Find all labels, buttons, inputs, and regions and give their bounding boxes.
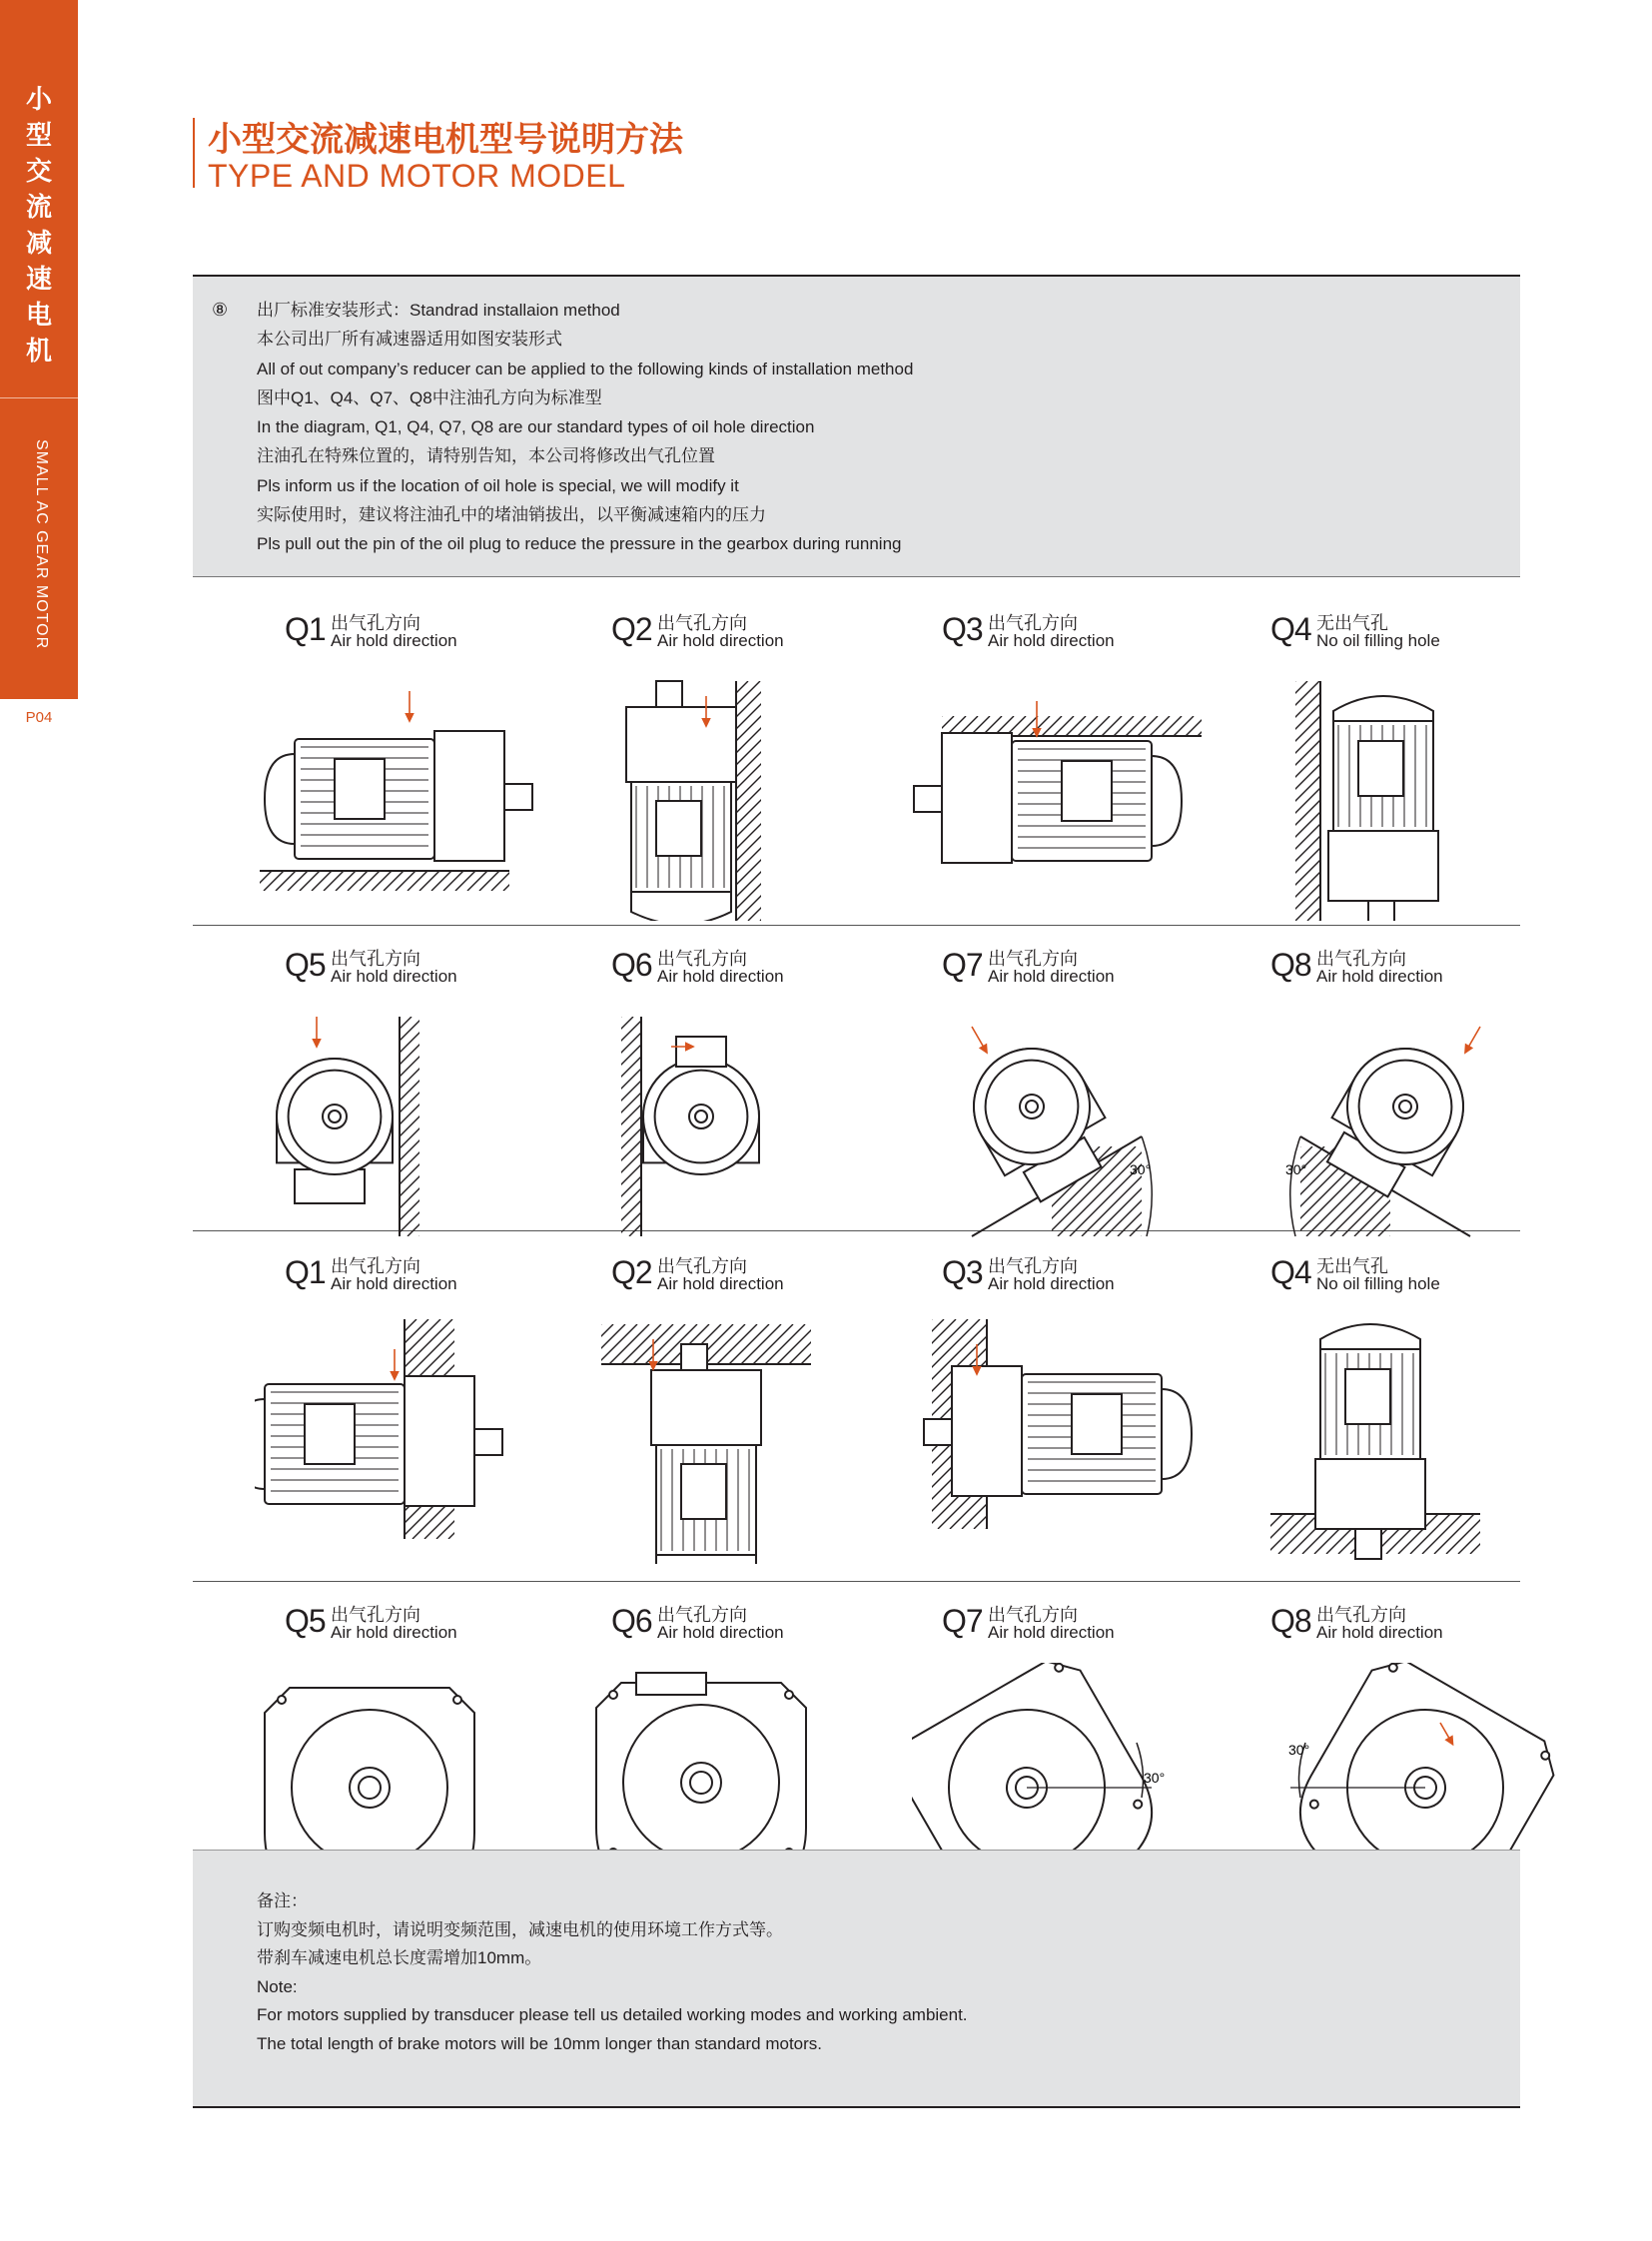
direction-label-en: Air hold direction (657, 1623, 784, 1642)
intro-line: In the diagram, Q1, Q4, Q7, Q8 are our standard types of oil hole direction (257, 417, 815, 437)
direction-label-cn: 无出气孔 (1316, 1256, 1388, 1277)
position-code: Q8 (1270, 1603, 1311, 1639)
direction-label-cn: 出气孔方向 (331, 1605, 420, 1626)
sidebar-title-en-wrap (24, 439, 54, 679)
direction-label-en: No oil filling hole (1316, 1274, 1440, 1293)
motor-mounting-diagram (581, 1314, 911, 1564)
sidebar-title-char: 型 (25, 121, 52, 151)
motor-mounting-diagram (255, 671, 584, 921)
footer-line: Note: (257, 1976, 298, 1996)
direction-label-en: Air hold direction (657, 631, 784, 650)
sidebar-title-char: 减 (25, 229, 52, 259)
intro-line: Pls pull out the pin of the oil plug to reduce the pressure in the gearbox during running (257, 534, 902, 554)
intro-line: 出厂标准安装形式：Standrad installaion method (257, 301, 620, 320)
position-code: Q7 (942, 947, 983, 983)
direction-label-en: Air hold direction (657, 1274, 784, 1293)
sidebar-divider (0, 397, 78, 398)
direction-label-cn: 出气孔方向 (988, 949, 1078, 970)
position-code: Q1 (285, 611, 326, 647)
position-code: Q3 (942, 611, 983, 647)
footer-line: The total length of brake motors will be 10mm longer than standard motors. (257, 2033, 823, 2053)
intro-line: 图中Q1、Q4、Q7、Q8中注油孔方向为标准型 (257, 387, 602, 407)
sidebar-title-char: 机 (25, 337, 52, 367)
position-code: Q8 (1270, 947, 1311, 983)
page-number: P04 (25, 709, 53, 726)
motor-mounting-diagram (1240, 1007, 1570, 1256)
direction-label-en: Air hold direction (988, 1274, 1115, 1293)
direction-label-en: Air hold direction (331, 631, 457, 650)
direction-label-cn: 出气孔方向 (1316, 949, 1406, 970)
position-code: Q7 (942, 1603, 983, 1639)
footer-line: 带刹车减速电机总长度需增加10mm。 (257, 1948, 542, 1967)
position-code: Q6 (611, 947, 652, 983)
footer-line: 备注： (257, 1891, 308, 1910)
direction-label-cn: 出气孔方向 (657, 613, 747, 634)
position-code: Q2 (611, 611, 652, 647)
direction-label-cn: 出气孔方向 (988, 1256, 1078, 1277)
direction-label-cn: 出气孔方向 (331, 949, 420, 970)
direction-label-en: Air hold direction (657, 967, 784, 986)
direction-label-en: Air hold direction (1316, 967, 1443, 986)
direction-label-en: Air hold direction (1316, 1623, 1443, 1642)
motor-mounting-diagram (255, 1007, 584, 1256)
sidebar-title-char: 小 (25, 85, 52, 115)
footer-line: 订购变频电机时，请说明变频范围，减速电机的使用环境工作方式等。 (257, 1919, 783, 1939)
position-code: Q3 (942, 1254, 983, 1290)
page-title-cn: 小型交流减速电机型号说明方法 (208, 120, 683, 160)
row-divider (193, 1581, 1520, 1582)
direction-label-en: Air hold direction (331, 967, 457, 986)
intro-line: Pls inform us if the location of oil hole is special, we will modify it (257, 475, 739, 495)
intro-line: 本公司出厂所有减速器适用如图安装形式 (257, 330, 562, 350)
direction-label-cn: 出气孔方向 (657, 1256, 747, 1277)
direction-label-en: Air hold direction (988, 631, 1115, 650)
angle-label: 30° (1144, 1770, 1166, 1786)
intro-marker: ⑧ (212, 300, 229, 320)
direction-label-cn: 无出气孔 (1316, 613, 1388, 634)
position-code: Q6 (611, 1603, 652, 1639)
motor-mounting-diagram (912, 1314, 1241, 1564)
motor-mounting-diagram (581, 671, 911, 921)
footer-line: For motors supplied by transducer please tell us detailed working modes and working ambient. (257, 2005, 968, 2024)
direction-label-en: Air hold direction (331, 1274, 457, 1293)
intro-line: 实际使用时，建议将注油孔中的堵油销拔出，以平衡减速箱内的压力 (257, 505, 766, 525)
direction-label-cn: 出气孔方向 (988, 1605, 1078, 1626)
footer-notes (257, 1887, 968, 2058)
position-code: Q4 (1270, 611, 1311, 647)
direction-label-en: Air hold direction (988, 1623, 1115, 1642)
sidebar-title-cn (0, 82, 78, 370)
motor-mounting-diagram (581, 1007, 911, 1256)
motor-mounting-diagram (912, 671, 1241, 921)
motor-mounting-diagram (1240, 1314, 1570, 1564)
sidebar-title-char: 电 (25, 301, 52, 331)
sidebar-title-char: 交 (25, 157, 52, 187)
angle-label: 30° (1288, 1742, 1310, 1758)
direction-label-cn: 出气孔方向 (1316, 1605, 1406, 1626)
motor-mounting-diagram (912, 1007, 1241, 1256)
title-accent-bar (193, 118, 195, 188)
position-code: Q5 (285, 1603, 326, 1639)
direction-label-cn: 出气孔方向 (657, 1605, 747, 1626)
direction-label-en: Air hold direction (988, 967, 1115, 986)
direction-label-cn: 出气孔方向 (331, 1256, 420, 1277)
position-code: Q4 (1270, 1254, 1311, 1290)
direction-label-cn: 出气孔方向 (657, 949, 747, 970)
intro-line: All of out company’s reducer can be applied to the following kinds of installation method (257, 359, 914, 378)
sidebar-title-en: SMALL AC GEAR MOTOR (33, 439, 50, 650)
intro-line: 注油孔在特殊位置的，请特别告知，本公司将修改出气孔位置 (257, 446, 715, 466)
angle-label: 30° (1285, 1161, 1307, 1177)
position-code: Q1 (285, 1254, 326, 1290)
page-title-en: TYPE AND MOTOR MODEL (208, 158, 626, 194)
direction-label-cn: 出气孔方向 (988, 613, 1078, 634)
intro-text (257, 296, 913, 559)
motor-mounting-diagram (255, 1314, 584, 1564)
position-code: Q5 (285, 947, 326, 983)
direction-label-en: No oil filling hole (1316, 631, 1440, 650)
position-code: Q2 (611, 1254, 652, 1290)
sidebar-title-char: 流 (25, 193, 52, 223)
motor-mounting-diagram (1240, 671, 1570, 921)
sidebar-title-char: 速 (25, 265, 52, 295)
row-divider (193, 925, 1520, 926)
angle-label: 30° (1130, 1161, 1152, 1177)
direction-label-cn: 出气孔方向 (331, 613, 420, 634)
direction-label-en: Air hold direction (331, 1623, 457, 1642)
